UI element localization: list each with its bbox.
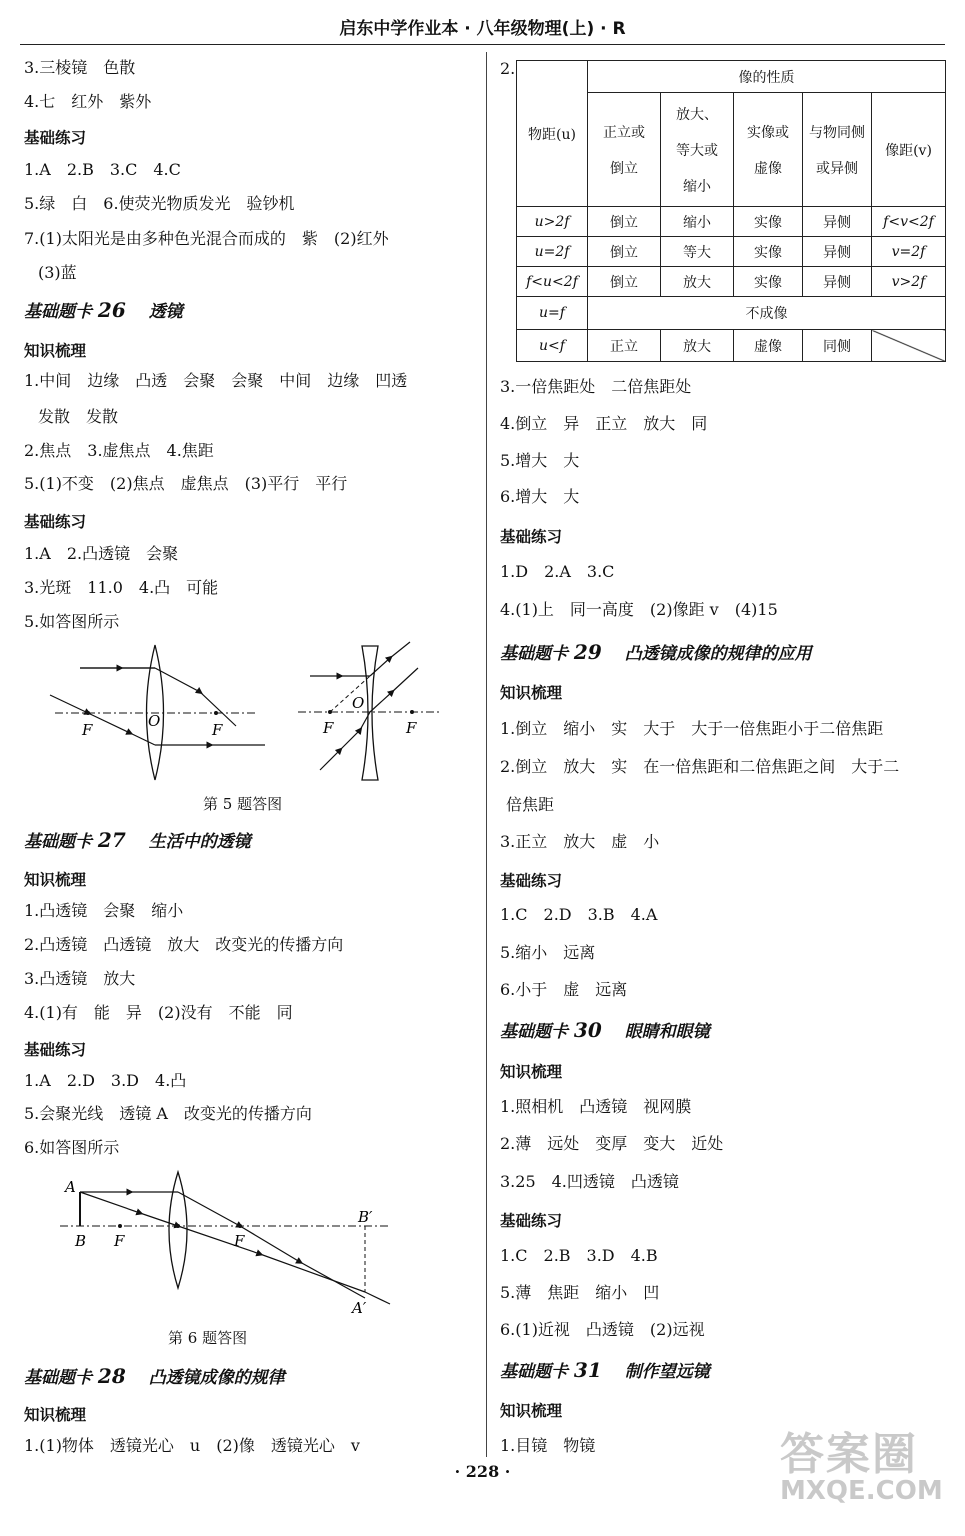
figure-6-diagram bbox=[60, 1168, 400, 1318]
answer-line: 6.增大 大 bbox=[500, 487, 580, 506]
header-col2: 放大、 等大或 缩小 bbox=[661, 93, 734, 207]
answer-line: 5.薄 焦距 缩小 凹 bbox=[500, 1283, 660, 1302]
card-title-31: 基础题卡 31 制作望远镜 bbox=[500, 1358, 710, 1382]
answer-line: 6.小于 虚 远离 bbox=[500, 980, 628, 999]
focus-label: F bbox=[114, 1232, 125, 1250]
answer-line: 1.C 2.B 3.D 4.B bbox=[500, 1246, 658, 1265]
section-heading: 知识梳理 bbox=[500, 1402, 563, 1420]
figure-caption: 第 5 题答图 bbox=[203, 795, 283, 813]
center-label: O bbox=[352, 694, 365, 712]
table-row: u>2f 倒立 缩小 实像 异侧 f<v<2f bbox=[517, 207, 946, 237]
figure-caption: 第 6 题答图 bbox=[168, 1329, 248, 1347]
card-title-28: 基础题卡 28 凸透镜成像的规律 bbox=[24, 1364, 285, 1388]
section-heading: 知识梳理 bbox=[24, 1406, 87, 1424]
card-title-26: 基础题卡 26 透镜 bbox=[24, 298, 183, 322]
card-title-27: 基础题卡 27 生活中的透镜 bbox=[24, 828, 251, 852]
answer-line: 4.倒立 异 正立 放大 同 bbox=[500, 414, 708, 433]
focus-label: F bbox=[212, 721, 223, 739]
answer-line: 3.三棱镜 色散 bbox=[24, 58, 136, 77]
answer-line: 3.光斑 11.0 4.凸 可能 bbox=[24, 578, 219, 597]
focus-label: F bbox=[323, 719, 334, 737]
answer-line: 1.A 2.B 3.C 4.C bbox=[24, 160, 181, 179]
page-header: 启东中学作业本 · 八年级物理(上) · R bbox=[20, 14, 945, 45]
answer-line: 1.中间 边缘 凸透 会聚 会聚 中间 边缘 凹透 bbox=[24, 371, 408, 390]
header-col3: 实像或 虚像 bbox=[734, 93, 803, 207]
answer-line: 3.25 4.凹透镜 凸透镜 bbox=[500, 1172, 679, 1191]
table-row: u=2f 倒立 等大 实像 异侧 v=2f bbox=[517, 237, 946, 267]
answer-line: 1.倒立 缩小 实 大于 大于一倍焦距小于二倍焦距 bbox=[500, 719, 884, 738]
answer-line: 5.缩小 远离 bbox=[500, 943, 596, 962]
point-label-b: B bbox=[75, 1232, 87, 1250]
section-heading: 知识梳理 bbox=[24, 342, 87, 360]
image-label-a: A′ bbox=[352, 1299, 367, 1317]
answer-line: 3.凸透镜 放大 bbox=[24, 969, 136, 988]
section-heading: 知识梳理 bbox=[500, 1063, 563, 1081]
answer-line: 1.A 2.D 3.D 4.凸 bbox=[24, 1071, 187, 1090]
page-number: · 228 · bbox=[454, 1462, 511, 1481]
section-heading: 基础练习 bbox=[24, 1041, 87, 1059]
question-number: 2. bbox=[500, 59, 516, 78]
figure-5-diagram bbox=[40, 640, 460, 785]
answer-line: 1.照相机 凸透镜 视网膜 bbox=[500, 1097, 692, 1116]
answer-line: 5.会聚光线 透镜 A 改变光的传播方向 bbox=[24, 1104, 312, 1123]
answer-line: 1.A 2.凸透镜 会聚 bbox=[24, 544, 179, 563]
answer-line: 倍焦距 bbox=[506, 795, 555, 814]
answer-line: 1.凸透镜 会聚 缩小 bbox=[24, 901, 184, 920]
answer-line: 5.增大 大 bbox=[500, 451, 580, 470]
header-col4: 与物同侧 或异侧 bbox=[803, 93, 872, 207]
answer-line: 5.(1)不变 (2)焦点 虚焦点 (3)平行 平行 bbox=[24, 474, 348, 493]
answer-line: (3)蓝 bbox=[38, 263, 77, 282]
answer-line: 4.(1)上 同一高度 (2)像距 v (4)15 bbox=[500, 600, 778, 619]
section-heading: 基础练习 bbox=[500, 1212, 563, 1230]
header-col1: 正立或 倒立 bbox=[588, 93, 661, 207]
watermark-logo: 答案圈 MXQE.COM bbox=[780, 1429, 943, 1506]
focus-label: F bbox=[82, 721, 93, 739]
answer-line: 发散 发散 bbox=[38, 407, 119, 426]
section-heading: 知识梳理 bbox=[500, 684, 563, 702]
answer-line: 1.(1)物体 透镜光心 u (2)像 透镜光心 v bbox=[24, 1436, 360, 1455]
image-properties-table bbox=[516, 60, 946, 362]
answer-line: 4.七 红外 紫外 bbox=[24, 92, 152, 111]
answer-line: 6.如答图所示 bbox=[24, 1138, 120, 1157]
point-label-a: A bbox=[65, 1178, 76, 1196]
diagonal-cell bbox=[872, 330, 946, 362]
answer-line: 2.薄 远处 变厚 变大 近处 bbox=[500, 1134, 724, 1153]
image-label-b: B′ bbox=[358, 1208, 373, 1226]
answer-line: 5.如答图所示 bbox=[24, 612, 120, 631]
center-label: O bbox=[148, 712, 161, 730]
section-heading: 基础练习 bbox=[500, 528, 563, 546]
answer-line: 2.焦点 3.虚焦点 4.焦距 bbox=[24, 441, 214, 460]
answer-line: 2.凸透镜 凸透镜 放大 改变光的传播方向 bbox=[24, 935, 344, 954]
answer-line: 5.绿 白 6.使荧光物质发光 验钞机 bbox=[24, 194, 295, 213]
header-image-nature: 像的性质 bbox=[588, 61, 946, 93]
focus-label: F bbox=[406, 719, 417, 737]
answer-line: 3.正立 放大 虚 小 bbox=[500, 832, 660, 851]
answer-line: 1.目镜 物镜 bbox=[500, 1436, 596, 1455]
section-heading: 基础练习 bbox=[24, 513, 87, 531]
table-row: u=f 不成像 bbox=[517, 297, 946, 330]
answer-line: 7.(1)太阳光是由多种色光混合而成的 紫 (2)红外 bbox=[24, 229, 389, 248]
section-heading: 基础练习 bbox=[24, 129, 87, 147]
card-title-29: 基础题卡 29 凸透镜成像的规律的应用 bbox=[500, 640, 812, 664]
answer-line: 1.C 2.D 3.B 4.A bbox=[500, 905, 658, 924]
table-row: f<u<2f 倒立 放大 实像 异侧 v>2f bbox=[517, 267, 946, 297]
answer-line: 1.D 2.A 3.C bbox=[500, 562, 615, 581]
column-divider bbox=[486, 52, 487, 1457]
answer-line: 3.一倍焦距处 二倍焦距处 bbox=[500, 377, 692, 396]
answer-line: 6.(1)近视 凸透镜 (2)远视 bbox=[500, 1320, 705, 1339]
section-heading: 知识梳理 bbox=[24, 871, 87, 889]
focus-label: F bbox=[234, 1232, 245, 1250]
answer-line: 2.倒立 放大 实 在一倍焦距和二倍焦距之间 大于二 bbox=[500, 757, 900, 776]
answer-line: 4.(1)有 能 异 (2)没有 不能 同 bbox=[24, 1003, 293, 1022]
header-col5: 像距(v) bbox=[872, 93, 946, 207]
header-object-distance: 物距(u) bbox=[517, 61, 588, 207]
card-title-30: 基础题卡 30 眼睛和眼镜 bbox=[500, 1018, 710, 1042]
table-row: u<f 正立 放大 虚像 同侧 bbox=[517, 330, 946, 362]
section-heading: 基础练习 bbox=[500, 872, 563, 890]
